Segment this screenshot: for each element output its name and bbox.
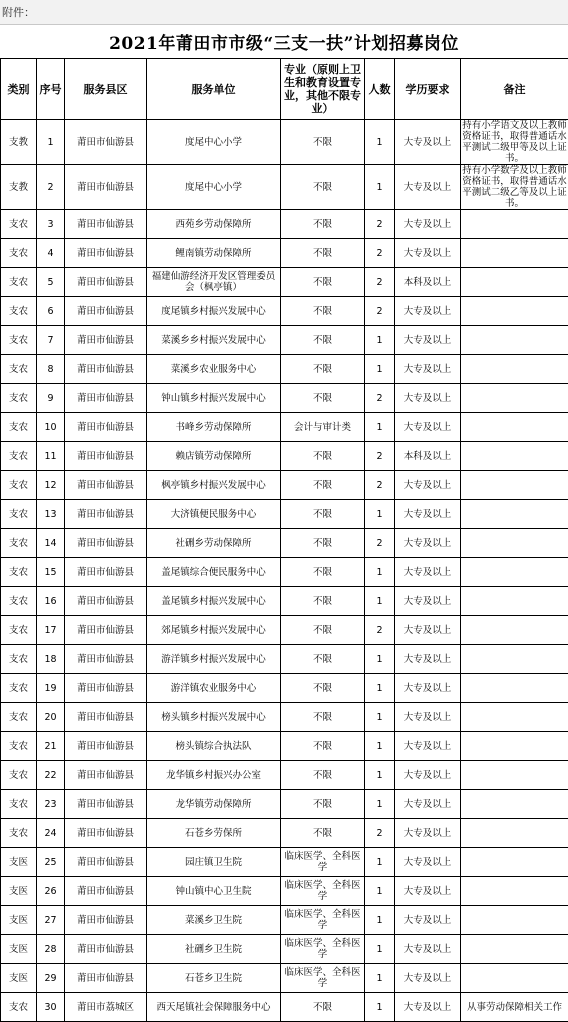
cell-education: 大专及以上 bbox=[395, 819, 461, 848]
cell-county: 莆田市仙游县 bbox=[65, 442, 147, 471]
cell-category: 支农 bbox=[1, 993, 37, 1022]
cell-category: 支农 bbox=[1, 558, 37, 587]
cell-education: 大专及以上 bbox=[395, 674, 461, 703]
cell-unit: 榜头镇乡村振兴发展中心 bbox=[147, 703, 281, 732]
cell-remark bbox=[461, 268, 568, 297]
cell-unit: 枫亭镇乡村振兴发展中心 bbox=[147, 471, 281, 500]
cell-major: 不限 bbox=[281, 790, 365, 819]
cell-education: 本科及以上 bbox=[395, 442, 461, 471]
cell-category: 支农 bbox=[1, 355, 37, 384]
cell-count: 1 bbox=[365, 558, 395, 587]
table-row bbox=[1, 848, 568, 877]
cell-unit: 西天尾镇社会保障服务中心 bbox=[147, 993, 281, 1022]
cell-major: 临床医学、全科医学 bbox=[281, 848, 365, 877]
header-category: 类别 bbox=[1, 59, 37, 120]
cell-county: 莆田市仙游县 bbox=[65, 645, 147, 674]
table-row bbox=[1, 500, 568, 529]
cell-major: 不限 bbox=[281, 819, 365, 848]
cell-major: 不限 bbox=[281, 120, 365, 165]
cell-county: 莆田市仙游县 bbox=[65, 732, 147, 761]
cell-education: 大专及以上 bbox=[395, 558, 461, 587]
cell-unit: 盖尾镇乡村振兴发展中心 bbox=[147, 587, 281, 616]
header-row bbox=[1, 59, 568, 120]
cell-education: 大专及以上 bbox=[395, 587, 461, 616]
table-row bbox=[1, 210, 568, 239]
cell-category: 支农 bbox=[1, 413, 37, 442]
header-major: 专业（原则上卫生和教育设置专业，其他不限专业） bbox=[281, 59, 365, 120]
cell-major: 不限 bbox=[281, 616, 365, 645]
cell-unit: 度尾中心小学 bbox=[147, 165, 281, 210]
cell-county: 莆田市仙游县 bbox=[65, 848, 147, 877]
cell-education: 大专及以上 bbox=[395, 993, 461, 1022]
table-row bbox=[1, 790, 568, 819]
cell-seq: 25 bbox=[37, 848, 65, 877]
cell-count: 2 bbox=[365, 210, 395, 239]
cell-category: 支农 bbox=[1, 297, 37, 326]
cell-remark bbox=[461, 935, 568, 964]
header-county: 服务县区 bbox=[65, 59, 147, 120]
cell-education: 大专及以上 bbox=[395, 935, 461, 964]
table-row bbox=[1, 297, 568, 326]
cell-remark bbox=[461, 413, 568, 442]
cell-education: 大专及以上 bbox=[395, 616, 461, 645]
cell-category: 支农 bbox=[1, 326, 37, 355]
cell-county: 莆田市仙游县 bbox=[65, 703, 147, 732]
cell-education: 大专及以上 bbox=[395, 297, 461, 326]
cell-seq: 23 bbox=[37, 790, 65, 819]
cell-education: 大专及以上 bbox=[395, 239, 461, 268]
cell-county: 莆田市仙游县 bbox=[65, 819, 147, 848]
cell-unit: 度尾中心小学 bbox=[147, 120, 281, 165]
cell-seq: 22 bbox=[37, 761, 65, 790]
cell-major: 不限 bbox=[281, 384, 365, 413]
cell-count: 1 bbox=[365, 703, 395, 732]
table-row bbox=[1, 442, 568, 471]
cell-education: 大专及以上 bbox=[395, 384, 461, 413]
cell-county: 莆田市仙游县 bbox=[65, 471, 147, 500]
cell-seq: 16 bbox=[37, 587, 65, 616]
cell-remark bbox=[461, 587, 568, 616]
cell-seq: 24 bbox=[37, 819, 65, 848]
table-row bbox=[1, 993, 568, 1022]
cell-seq: 4 bbox=[37, 239, 65, 268]
cell-unit: 郊尾镇乡村振兴发展中心 bbox=[147, 616, 281, 645]
table-row bbox=[1, 413, 568, 442]
cell-county: 莆田市仙游县 bbox=[65, 297, 147, 326]
cell-county: 莆田市仙游县 bbox=[65, 877, 147, 906]
table-row bbox=[1, 935, 568, 964]
header-seq: 序号 bbox=[37, 59, 65, 120]
cell-category: 支农 bbox=[1, 674, 37, 703]
cell-count: 1 bbox=[365, 877, 395, 906]
cell-remark bbox=[461, 239, 568, 268]
cell-count: 2 bbox=[365, 239, 395, 268]
cell-education: 大专及以上 bbox=[395, 500, 461, 529]
table-row bbox=[1, 165, 568, 210]
cell-major: 不限 bbox=[281, 268, 365, 297]
cell-county: 莆田市仙游县 bbox=[65, 210, 147, 239]
cell-seq: 27 bbox=[37, 906, 65, 935]
cell-count: 2 bbox=[365, 297, 395, 326]
cell-count: 1 bbox=[365, 935, 395, 964]
table-row bbox=[1, 471, 568, 500]
cell-seq: 5 bbox=[37, 268, 65, 297]
cell-major: 不限 bbox=[281, 239, 365, 268]
cell-remark bbox=[461, 732, 568, 761]
cell-county: 莆田市仙游县 bbox=[65, 529, 147, 558]
header-education: 学历要求 bbox=[395, 59, 461, 120]
cell-county: 莆田市仙游县 bbox=[65, 906, 147, 935]
cell-major: 不限 bbox=[281, 326, 365, 355]
cell-seq: 19 bbox=[37, 674, 65, 703]
table-row bbox=[1, 558, 568, 587]
cell-seq: 10 bbox=[37, 413, 65, 442]
cell-count: 1 bbox=[365, 790, 395, 819]
cell-category: 支农 bbox=[1, 268, 37, 297]
cell-unit: 榜头镇综合执法队 bbox=[147, 732, 281, 761]
cell-education: 大专及以上 bbox=[395, 732, 461, 761]
cell-count: 1 bbox=[365, 848, 395, 877]
cell-seq: 21 bbox=[37, 732, 65, 761]
cell-education: 大专及以上 bbox=[395, 877, 461, 906]
cell-unit: 园庄镇卫生院 bbox=[147, 848, 281, 877]
cell-seq: 14 bbox=[37, 529, 65, 558]
cell-county: 莆田市仙游县 bbox=[65, 616, 147, 645]
cell-county: 莆田市荔城区 bbox=[65, 993, 147, 1022]
cell-unit: 福建仙游经济开发区管理委员会（枫亭镇） bbox=[147, 268, 281, 297]
cell-remark bbox=[461, 529, 568, 558]
cell-unit: 石苍乡卫生院 bbox=[147, 964, 281, 993]
cell-seq: 26 bbox=[37, 877, 65, 906]
cell-seq: 30 bbox=[37, 993, 65, 1022]
cell-category: 支农 bbox=[1, 442, 37, 471]
page-title: 2021年莆田市市级“三支一扶”计划招募岗位 bbox=[0, 24, 568, 59]
cell-major: 不限 bbox=[281, 529, 365, 558]
cell-major: 不限 bbox=[281, 210, 365, 239]
cell-remark bbox=[461, 761, 568, 790]
cell-unit: 盖尾镇综合便民服务中心 bbox=[147, 558, 281, 587]
cell-seq: 11 bbox=[37, 442, 65, 471]
table-row bbox=[1, 819, 568, 848]
table-row bbox=[1, 703, 568, 732]
cell-education: 大专及以上 bbox=[395, 355, 461, 384]
cell-unit: 鲤南镇劳动保障所 bbox=[147, 239, 281, 268]
table-row bbox=[1, 355, 568, 384]
cell-county: 莆田市仙游县 bbox=[65, 268, 147, 297]
cell-remark bbox=[461, 210, 568, 239]
cell-major: 会计与审计类 bbox=[281, 413, 365, 442]
cell-major: 不限 bbox=[281, 355, 365, 384]
cell-major: 临床医学、全科医学 bbox=[281, 935, 365, 964]
cell-category: 支医 bbox=[1, 848, 37, 877]
cell-count: 1 bbox=[365, 120, 395, 165]
cell-education: 大专及以上 bbox=[395, 529, 461, 558]
cell-count: 1 bbox=[365, 906, 395, 935]
table-row bbox=[1, 761, 568, 790]
cell-education: 大专及以上 bbox=[395, 964, 461, 993]
cell-count: 1 bbox=[365, 326, 395, 355]
table-row bbox=[1, 587, 568, 616]
cell-remark bbox=[461, 964, 568, 993]
cell-seq: 15 bbox=[37, 558, 65, 587]
cell-category: 支农 bbox=[1, 529, 37, 558]
cell-remark bbox=[461, 442, 568, 471]
cell-county: 莆田市仙游县 bbox=[65, 239, 147, 268]
cell-count: 1 bbox=[365, 964, 395, 993]
cell-count: 1 bbox=[365, 165, 395, 210]
cell-unit: 书峰乡劳动保障所 bbox=[147, 413, 281, 442]
cell-major: 不限 bbox=[281, 442, 365, 471]
cell-major: 不限 bbox=[281, 587, 365, 616]
cell-seq: 20 bbox=[37, 703, 65, 732]
cell-category: 支农 bbox=[1, 790, 37, 819]
cell-category: 支医 bbox=[1, 935, 37, 964]
table-row bbox=[1, 906, 568, 935]
cell-seq: 9 bbox=[37, 384, 65, 413]
cell-count: 2 bbox=[365, 384, 395, 413]
cell-remark bbox=[461, 616, 568, 645]
header-count: 人数 bbox=[365, 59, 395, 120]
cell-remark bbox=[461, 906, 568, 935]
cell-count: 2 bbox=[365, 819, 395, 848]
cell-unit: 游洋镇农业服务中心 bbox=[147, 674, 281, 703]
cell-education: 大专及以上 bbox=[395, 326, 461, 355]
cell-remark: 持有小学语文及以上教师资格证书，取得普通话水平测试二级甲等及以上证书。 bbox=[461, 120, 568, 165]
cell-remark bbox=[461, 819, 568, 848]
cell-seq: 12 bbox=[37, 471, 65, 500]
cell-major: 不限 bbox=[281, 703, 365, 732]
cell-major: 临床医学、全科医学 bbox=[281, 906, 365, 935]
cell-category: 支农 bbox=[1, 819, 37, 848]
cell-unit: 社硎乡卫生院 bbox=[147, 935, 281, 964]
cell-county: 莆田市仙游县 bbox=[65, 326, 147, 355]
cell-unit: 菜溪乡卫生院 bbox=[147, 906, 281, 935]
cell-category: 支农 bbox=[1, 645, 37, 674]
cell-remark bbox=[461, 790, 568, 819]
cell-count: 2 bbox=[365, 268, 395, 297]
cell-unit: 游洋镇乡村振兴发展中心 bbox=[147, 645, 281, 674]
cell-category: 支农 bbox=[1, 384, 37, 413]
cell-county: 莆田市仙游县 bbox=[65, 384, 147, 413]
cell-county: 莆田市仙游县 bbox=[65, 355, 147, 384]
cell-remark bbox=[461, 326, 568, 355]
cell-category: 支农 bbox=[1, 732, 37, 761]
cell-education: 大专及以上 bbox=[395, 120, 461, 165]
cell-seq: 3 bbox=[37, 210, 65, 239]
recruitment-table bbox=[0, 58, 568, 1022]
cell-count: 2 bbox=[365, 529, 395, 558]
cell-county: 莆田市仙游县 bbox=[65, 761, 147, 790]
cell-unit: 度尾镇乡村振兴发展中心 bbox=[147, 297, 281, 326]
cell-category: 支农 bbox=[1, 210, 37, 239]
attachment-row bbox=[0, 0, 568, 25]
cell-category: 支教 bbox=[1, 120, 37, 165]
cell-remark bbox=[461, 384, 568, 413]
cell-remark bbox=[461, 558, 568, 587]
cell-major: 不限 bbox=[281, 471, 365, 500]
cell-major: 不限 bbox=[281, 165, 365, 210]
cell-education: 大专及以上 bbox=[395, 906, 461, 935]
cell-education: 大专及以上 bbox=[395, 703, 461, 732]
cell-education: 大专及以上 bbox=[395, 761, 461, 790]
table-row bbox=[1, 239, 568, 268]
cell-count: 2 bbox=[365, 471, 395, 500]
cell-category: 支农 bbox=[1, 703, 37, 732]
cell-education: 本科及以上 bbox=[395, 268, 461, 297]
table-row bbox=[1, 616, 568, 645]
cell-seq: 6 bbox=[37, 297, 65, 326]
cell-count: 1 bbox=[365, 993, 395, 1022]
cell-county: 莆田市仙游县 bbox=[65, 558, 147, 587]
cell-major: 不限 bbox=[281, 993, 365, 1022]
cell-major: 不限 bbox=[281, 761, 365, 790]
cell-remark bbox=[461, 674, 568, 703]
cell-unit: 钟山镇乡村振兴发展中心 bbox=[147, 384, 281, 413]
cell-county: 莆田市仙游县 bbox=[65, 500, 147, 529]
cell-unit: 石苍乡劳保所 bbox=[147, 819, 281, 848]
table-row bbox=[1, 120, 568, 165]
cell-remark bbox=[461, 500, 568, 529]
cell-major: 不限 bbox=[281, 674, 365, 703]
cell-remark: 从事劳动保障相关工作 bbox=[461, 993, 568, 1022]
header-unit: 服务单位 bbox=[147, 59, 281, 120]
cell-unit: 社硎乡劳动保障所 bbox=[147, 529, 281, 558]
cell-county: 莆田市仙游县 bbox=[65, 120, 147, 165]
cell-unit: 龙华镇乡村振兴办公室 bbox=[147, 761, 281, 790]
cell-category: 支医 bbox=[1, 906, 37, 935]
table-row bbox=[1, 674, 568, 703]
cell-count: 2 bbox=[365, 616, 395, 645]
cell-category: 支农 bbox=[1, 761, 37, 790]
cell-remark bbox=[461, 703, 568, 732]
cell-category: 支医 bbox=[1, 964, 37, 993]
cell-remark bbox=[461, 297, 568, 326]
cell-remark bbox=[461, 471, 568, 500]
table-row bbox=[1, 732, 568, 761]
table-row bbox=[1, 964, 568, 993]
cell-seq: 29 bbox=[37, 964, 65, 993]
cell-category: 支农 bbox=[1, 587, 37, 616]
cell-county: 莆田市仙游县 bbox=[65, 165, 147, 210]
cell-category: 支医 bbox=[1, 877, 37, 906]
cell-major: 临床医学、全科医学 bbox=[281, 964, 365, 993]
cell-remark bbox=[461, 355, 568, 384]
cell-county: 莆田市仙游县 bbox=[65, 674, 147, 703]
cell-education: 大专及以上 bbox=[395, 165, 461, 210]
cell-unit: 赖店镇劳动保障所 bbox=[147, 442, 281, 471]
cell-category: 支农 bbox=[1, 239, 37, 268]
cell-unit: 钟山镇中心卫生院 bbox=[147, 877, 281, 906]
cell-count: 1 bbox=[365, 645, 395, 674]
cell-remark bbox=[461, 877, 568, 906]
cell-seq: 17 bbox=[37, 616, 65, 645]
cell-county: 莆田市仙游县 bbox=[65, 587, 147, 616]
cell-count: 1 bbox=[365, 761, 395, 790]
table-row bbox=[1, 326, 568, 355]
cell-seq: 8 bbox=[37, 355, 65, 384]
cell-unit: 大济镇便民服务中心 bbox=[147, 500, 281, 529]
cell-seq: 2 bbox=[37, 165, 65, 210]
cell-category: 支农 bbox=[1, 471, 37, 500]
cell-count: 2 bbox=[365, 442, 395, 471]
cell-county: 莆田市仙游县 bbox=[65, 964, 147, 993]
cell-major: 不限 bbox=[281, 558, 365, 587]
cell-remark: 持有小学数学及以上教师资格证书，取得普通话水平测试二级乙等及以上证书。 bbox=[461, 165, 568, 210]
cell-major: 不限 bbox=[281, 732, 365, 761]
cell-unit: 菜溪乡乡村振兴发展中心 bbox=[147, 326, 281, 355]
cell-seq: 7 bbox=[37, 326, 65, 355]
cell-seq: 28 bbox=[37, 935, 65, 964]
cell-category: 支教 bbox=[1, 165, 37, 210]
cell-count: 1 bbox=[365, 355, 395, 384]
table-row bbox=[1, 384, 568, 413]
cell-unit: 龙华镇劳动保障所 bbox=[147, 790, 281, 819]
cell-major: 不限 bbox=[281, 500, 365, 529]
header-remark: 备注 bbox=[461, 59, 568, 120]
cell-education: 大专及以上 bbox=[395, 848, 461, 877]
cell-county: 莆田市仙游县 bbox=[65, 935, 147, 964]
cell-count: 1 bbox=[365, 732, 395, 761]
cell-seq: 1 bbox=[37, 120, 65, 165]
table-row bbox=[1, 268, 568, 297]
cell-count: 1 bbox=[365, 500, 395, 529]
cell-county: 莆田市仙游县 bbox=[65, 413, 147, 442]
cell-education: 大专及以上 bbox=[395, 645, 461, 674]
table-row bbox=[1, 877, 568, 906]
cell-major: 不限 bbox=[281, 297, 365, 326]
cell-education: 大专及以上 bbox=[395, 790, 461, 819]
cell-remark bbox=[461, 848, 568, 877]
cell-county: 莆田市仙游县 bbox=[65, 790, 147, 819]
cell-education: 大专及以上 bbox=[395, 210, 461, 239]
cell-education: 大专及以上 bbox=[395, 471, 461, 500]
cell-count: 1 bbox=[365, 674, 395, 703]
cell-education: 大专及以上 bbox=[395, 413, 461, 442]
cell-unit: 西苑乡劳动保障所 bbox=[147, 210, 281, 239]
table-body bbox=[1, 120, 568, 1022]
cell-seq: 18 bbox=[37, 645, 65, 674]
cell-seq: 13 bbox=[37, 500, 65, 529]
table-row bbox=[1, 529, 568, 558]
table-row bbox=[1, 645, 568, 674]
cell-category: 支农 bbox=[1, 500, 37, 529]
attachment-label: 附件： bbox=[2, 4, 35, 20]
cell-count: 1 bbox=[365, 587, 395, 616]
cell-category: 支农 bbox=[1, 616, 37, 645]
cell-major: 临床医学、全科医学 bbox=[281, 877, 365, 906]
cell-remark bbox=[461, 645, 568, 674]
cell-major: 不限 bbox=[281, 645, 365, 674]
cell-count: 1 bbox=[365, 413, 395, 442]
cell-unit: 菜溪乡农业服务中心 bbox=[147, 355, 281, 384]
